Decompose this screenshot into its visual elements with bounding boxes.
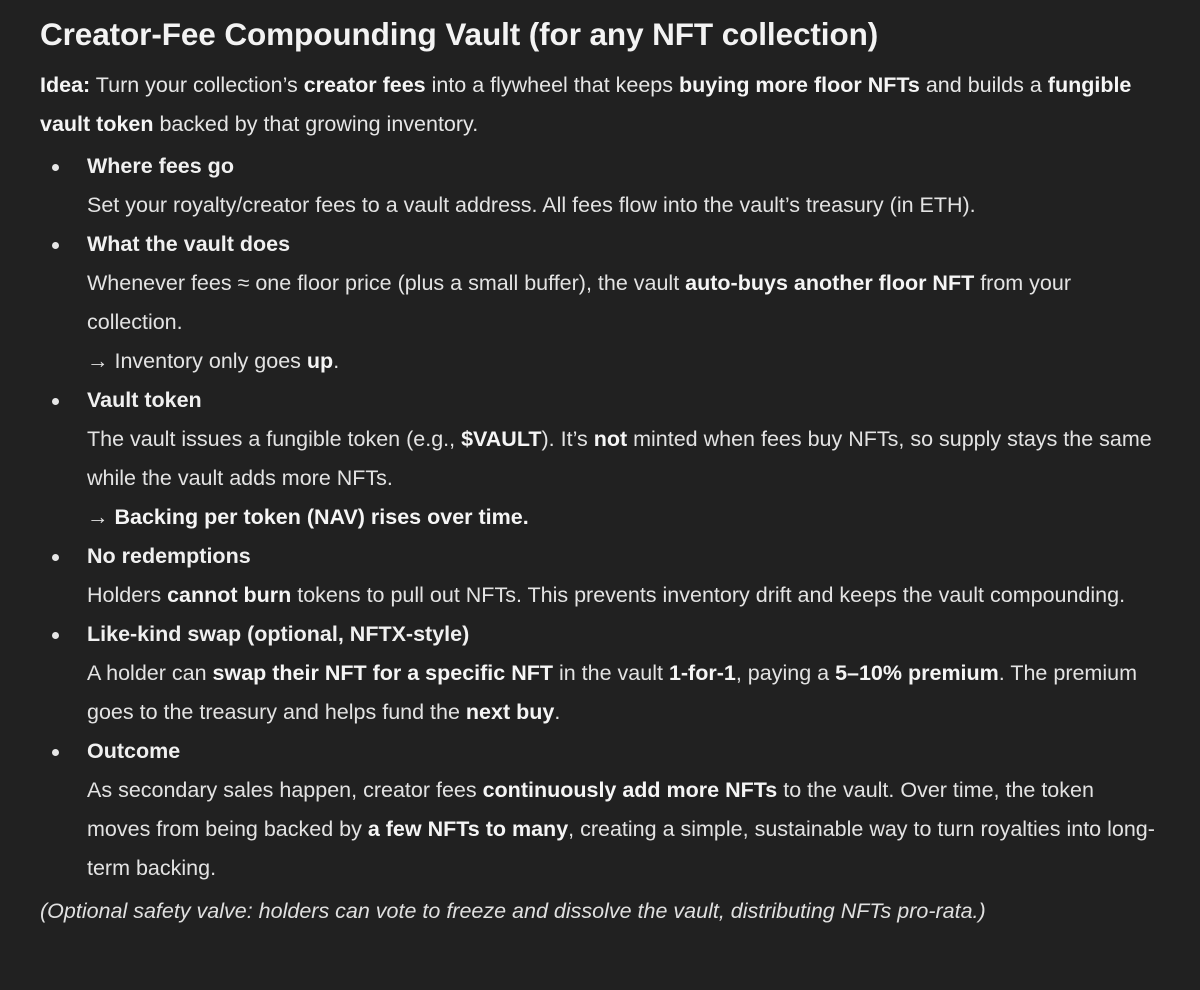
item-paragraph <box>87 576 1160 615</box>
intro-paragraph <box>40 66 1160 144</box>
item-heading: No redemptions <box>87 544 251 568</box>
list-item <box>40 615 1160 732</box>
item-paragraph <box>87 498 1160 537</box>
text-run: from your collection. <box>87 271 1071 334</box>
text-run: Whenever fees ≈ one floor price (plus a small buffer), the vault <box>87 271 686 295</box>
item-body <box>87 576 1160 615</box>
text-run: . <box>333 349 340 373</box>
text-run: The vault issues a fungible token (e.g., <box>87 427 462 451</box>
footnote: (Optional safety valve: holders can vote to freeze and dissolve the vault, distributing NFTs pro-rata.) <box>40 899 986 923</box>
text-run: a few NFTs to many <box>367 817 569 841</box>
text-run: Backing per token (NAV) rises over time. <box>114 505 529 529</box>
text-run: auto-buys another floor NFT <box>685 271 975 295</box>
item-body <box>87 264 1160 381</box>
text-run: As secondary sales happen, creator fees <box>87 778 483 802</box>
text-run: . <box>554 700 561 724</box>
text-run: up <box>306 349 334 373</box>
text-run: A holder can <box>87 661 213 685</box>
text-run: tokens to pull out NFTs. This prevents inventory drift and keeps the vault compounding. <box>291 583 1126 607</box>
text-run: 5–10% premium <box>835 661 999 685</box>
item-heading: Outcome <box>87 739 181 763</box>
text-run: → <box>87 505 115 529</box>
text-run: minted when fees buy NFTs, so supply stays the same while the vault adds more NFTs. <box>87 427 1152 490</box>
list-item <box>40 537 1160 615</box>
list-item <box>40 147 1160 225</box>
text-run: swap their NFT for a specific NFT <box>212 661 553 685</box>
bullet-dot-icon <box>52 749 59 756</box>
text-run: . The premium goes to the treasury and helps fund the <box>87 661 1137 724</box>
text-run: in the vault <box>553 661 669 685</box>
item-body <box>87 420 1160 537</box>
intro-run: creator fees <box>303 73 426 97</box>
item-paragraph <box>87 186 1160 225</box>
intro-run: fungible vault token <box>40 73 1132 136</box>
text-run: → Inventory only goes <box>87 349 307 373</box>
text-run: , creating a simple, sustainable way to turn royalties into long-term backing. <box>87 817 1155 880</box>
item-heading: Vault token <box>87 388 202 412</box>
text-run: next buy <box>465 700 555 724</box>
bullet-dot-icon <box>52 242 59 249</box>
list-item <box>40 732 1160 888</box>
bullet-dot-icon <box>52 632 59 639</box>
text-run: , paying a <box>735 661 836 685</box>
intro-run: Idea: <box>40 73 91 97</box>
intro-run: into a flywheel that keeps <box>425 73 679 97</box>
text-run: not <box>593 427 628 451</box>
item-paragraph <box>87 342 1160 381</box>
item-paragraph <box>87 264 1160 342</box>
item-heading: Like-kind swap (optional, NFTX-style) <box>87 622 470 646</box>
text-run: ). It’s <box>541 427 594 451</box>
item-body <box>87 771 1160 888</box>
item-paragraph <box>87 420 1160 498</box>
text-run: Holders <box>87 583 168 607</box>
bullet-dot-icon <box>52 164 59 171</box>
intro-run: Turn your collection’s <box>90 73 304 97</box>
text-run: to the vault. Over time, the token moves from being backed by <box>87 778 1094 841</box>
list-item <box>40 225 1160 381</box>
bullet-dot-icon <box>52 554 59 561</box>
text-run: 1-for-1 <box>668 661 736 685</box>
intro-run: buying more floor NFTs <box>678 73 920 97</box>
item-heading: What the vault does <box>87 232 291 256</box>
item-heading: Where fees go <box>87 154 234 178</box>
text-run: cannot burn <box>167 583 292 607</box>
item-body <box>87 654 1160 732</box>
intro-run: and builds a <box>919 73 1048 97</box>
list-item <box>40 381 1160 537</box>
bullet-dot-icon <box>52 398 59 405</box>
item-paragraph <box>87 654 1160 732</box>
text-run: Set your royalty/creator fees to a vault address. All fees flow into the vault’s treasury (in ETH). <box>87 193 976 217</box>
text-run: $VAULT <box>461 427 542 451</box>
item-body <box>87 186 1160 225</box>
intro-run: backed by that growing inventory. <box>153 112 479 136</box>
text-run: continuously add more NFTs <box>482 778 778 802</box>
page-title: Creator-Fee Compounding Vault (for any NFT collection) <box>40 16 879 52</box>
item-paragraph <box>87 771 1160 888</box>
bullet-list <box>40 147 1160 888</box>
